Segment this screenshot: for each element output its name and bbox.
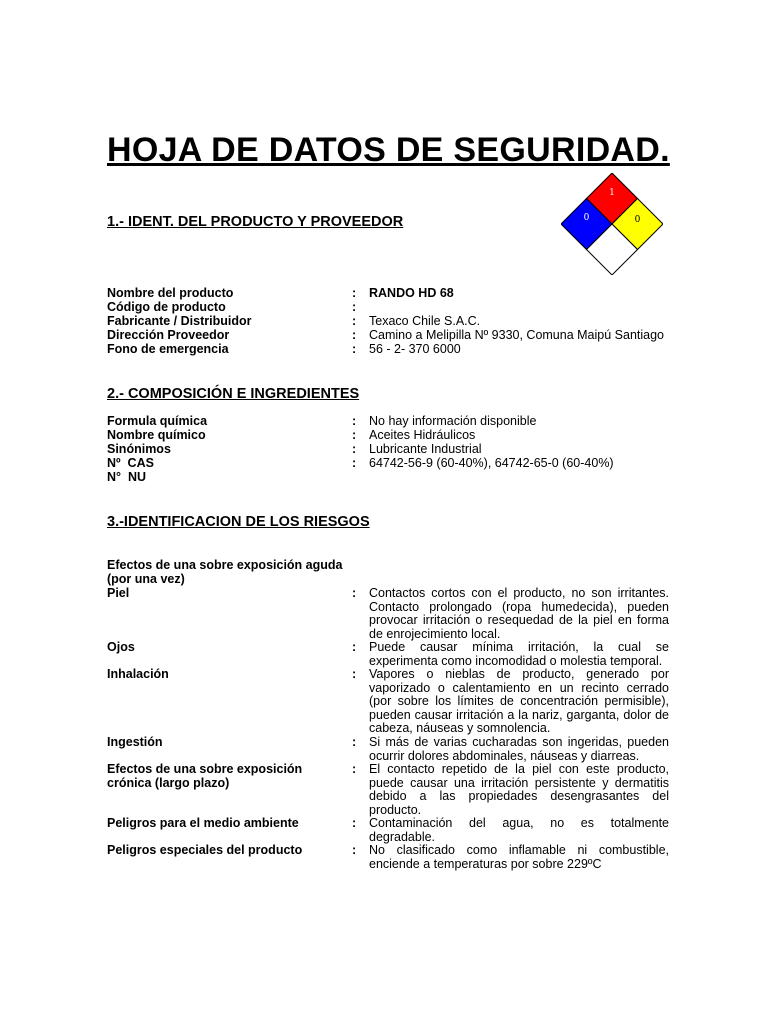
row-label: Fabricante / Distribuidor [107, 314, 252, 328]
row-value: Lubricante Industrial [369, 442, 482, 456]
nfpa-hazard-diamond-icon [561, 173, 663, 275]
row-label: Ojos [107, 640, 135, 654]
row-label: Efectos de una sobre exposición crónica (largo plazo) [107, 762, 303, 790]
row-label: Inhalación [107, 667, 169, 681]
row-label: Nombre del producto [107, 286, 234, 300]
row-colon: : [352, 300, 357, 314]
row-value: 64742-56-9 (60-40%), 64742-65-0 (60-40%) [369, 456, 614, 470]
row-colon: : [352, 414, 357, 428]
row-label: Código de producto [107, 300, 226, 314]
row-value: Vapores o nieblas de producto, generado por vaporizado o calentamiento en un recinto cerrado (por sobre los límites de concentración permisible), pueden causar irritación a la nariz, garganta, dolor de cabeza, náuseas y somnolencia. [369, 667, 669, 736]
row-label: N° NU [107, 470, 147, 484]
row-value: Si más de varias cucharadas son ingeridas, pueden ocurrir dolores abdominales, náuseas y diarreas. [369, 735, 669, 763]
row-value: Contaminación del agua, no es totalmente degradable. [369, 816, 669, 844]
row-value: RANDO HD 68 [369, 286, 454, 300]
row-value: Aceites Hidráulicos [369, 428, 476, 442]
row-colon: : [352, 586, 357, 600]
row-value: El contacto repetido de la piel con este producto, puede causar una irritación persistente y dermatitis debido a las propiedades desengrasantes del producto. [369, 762, 669, 817]
nfpa-flammability-value: 1 [609, 188, 615, 198]
row-label: Sinónimos [107, 442, 171, 456]
document-title: HOJA DE DATOS DE SEGURIDAD. [107, 131, 670, 169]
row-label: Nº CAS [107, 456, 154, 470]
row-label: Peligros especiales del producto [107, 843, 303, 857]
row-value: Camino a Melipilla Nº 9330, Comuna Maipú Santiago [369, 328, 665, 342]
section1-heading: 1.- IDENT. DEL PRODUCTO Y PROVEEDOR [107, 214, 404, 230]
row-colon: : [352, 843, 357, 857]
row-colon: : [352, 342, 357, 356]
row-value: 56 - 2- 370 6000 [369, 342, 461, 356]
row-colon: : [352, 816, 357, 830]
section2-heading: 2.- COMPOSICIÓN E INGREDIENTES [107, 386, 360, 402]
row-colon: : [352, 762, 357, 776]
row-label: Fono de emergencia [107, 342, 229, 356]
row-colon: : [352, 667, 357, 681]
row-value: Contactos cortos con el producto, no son irritantes. Contacto prolongado (ropa humedecida), pueden provocar irritación o resequedad de la piel en forma de enrojecimiento local. [369, 586, 669, 641]
section3-heading: 3.-IDENTIFICACION DE LOS RIESGOS [107, 514, 370, 530]
row-value: No hay información disponible [369, 414, 537, 428]
section3-intro-label: Efectos de una sobre exposición aguda (por una vez) [107, 558, 343, 586]
nfpa-health-value: 0 [583, 213, 590, 223]
row-colon: : [352, 456, 357, 470]
row-value: Texaco Chile S.A.C. [369, 314, 481, 328]
row-colon: : [352, 314, 357, 328]
row-colon: : [352, 640, 357, 654]
row-colon: : [352, 328, 357, 342]
row-label: Peligros para el medio ambiente [107, 816, 299, 830]
row-label: Dirección Proveedor [107, 328, 230, 342]
row-colon: : [352, 442, 357, 456]
row-value: No clasificado como inflamable ni combustible, enciende a temperaturas por sobre 229ºC [369, 843, 669, 871]
row-label: Piel [107, 586, 130, 600]
row-value: Puede causar mínima irritación, la cual se experimenta como incomodidad o molestia temporal. [369, 640, 669, 668]
row-label: Ingestión [107, 735, 163, 749]
row-label: Nombre químico [107, 428, 206, 442]
row-colon: : [352, 286, 357, 300]
nfpa-reactivity-value: 0 [634, 215, 641, 225]
row-colon: : [352, 428, 357, 442]
row-label: Formula química [107, 414, 208, 428]
row-colon: : [352, 735, 357, 749]
